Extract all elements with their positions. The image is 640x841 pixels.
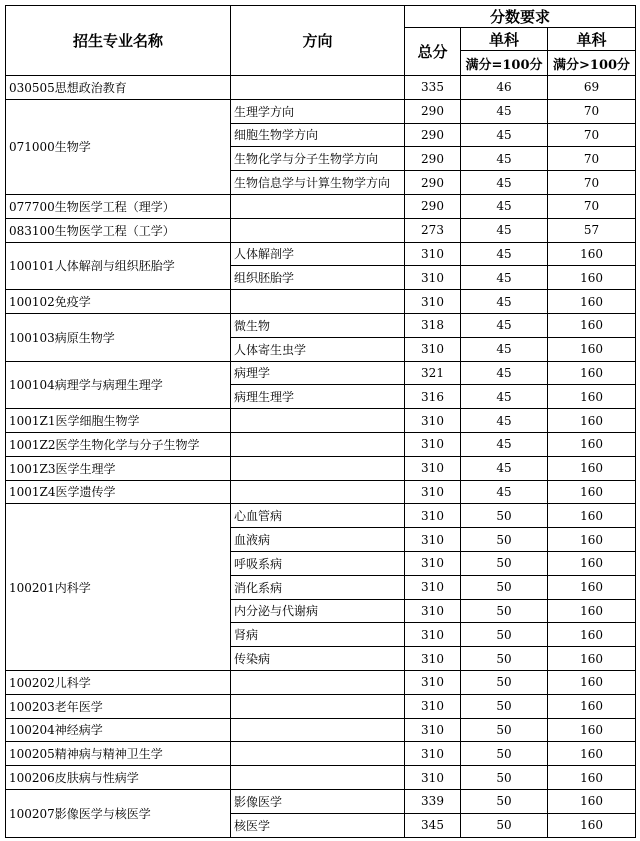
table-row [6, 432, 636, 456]
major-cell: 100204神经病学 [6, 718, 231, 742]
single-subject-100-cell: 50 [461, 504, 548, 528]
direction-cell: 病理学 [231, 361, 405, 385]
table-row [6, 290, 636, 314]
major-cell: 083100生物医学工程（工学） [6, 218, 231, 242]
table-row [6, 76, 636, 100]
single-subject-over-100-cell: 160 [548, 313, 636, 337]
single-subject-over-100-cell: 160 [548, 290, 636, 314]
single-subject-100-cell: 45 [461, 361, 548, 385]
direction-cell: 影像医学 [231, 789, 405, 813]
direction-cell: 肾病 [231, 623, 405, 647]
major-cell: 100205精神病与精神卫生学 [6, 742, 231, 766]
total-score-cell: 335 [405, 76, 461, 100]
direction-cell: 血液病 [231, 528, 405, 552]
header-major: 招生专业名称 [6, 6, 231, 76]
single-subject-over-100-cell: 160 [548, 766, 636, 790]
single-subject-100-cell: 50 [461, 670, 548, 694]
single-subject-over-100-cell: 160 [548, 647, 636, 671]
major-cell: 077700生物医学工程（理学） [6, 194, 231, 218]
direction-cell: 微生物 [231, 313, 405, 337]
direction-cell: 生理学方向 [231, 99, 405, 123]
major-cell: 1001Z1医学细胞生物学 [6, 409, 231, 433]
total-score-cell: 310 [405, 480, 461, 504]
table-row [6, 742, 636, 766]
single-subject-100-cell: 50 [461, 551, 548, 575]
table-row [6, 694, 636, 718]
major-cell: 100206皮肤病与性病学 [6, 766, 231, 790]
total-score-cell: 339 [405, 789, 461, 813]
direction-cell: 人体解剖学 [231, 242, 405, 266]
direction-cell [231, 409, 405, 433]
single-subject-over-100-cell: 160 [548, 337, 636, 361]
direction-cell: 传染病 [231, 647, 405, 671]
total-score-cell: 310 [405, 718, 461, 742]
header-full-score-100: 满分=100分 [461, 51, 548, 76]
major-cell: 100104病理学与病理生理学 [6, 361, 231, 409]
major-cell: 071000生物学 [6, 99, 231, 194]
direction-cell [231, 432, 405, 456]
total-score-cell: 310 [405, 575, 461, 599]
single-subject-100-cell: 45 [461, 337, 548, 361]
major-cell: 100103病原生物学 [6, 313, 231, 361]
total-score-cell: 290 [405, 194, 461, 218]
single-subject-over-100-cell: 160 [548, 409, 636, 433]
total-score-cell: 321 [405, 361, 461, 385]
single-subject-100-cell: 50 [461, 718, 548, 742]
total-score-cell: 310 [405, 266, 461, 290]
direction-cell [231, 480, 405, 504]
total-score-cell: 310 [405, 290, 461, 314]
header-single-subject-over-100: 单科 [548, 28, 636, 51]
direction-cell: 生物信息学与计算生物学方向 [231, 171, 405, 195]
table-row [6, 99, 636, 123]
single-subject-100-cell: 50 [461, 528, 548, 552]
total-score-cell: 318 [405, 313, 461, 337]
single-subject-100-cell: 45 [461, 99, 548, 123]
single-subject-100-cell: 45 [461, 290, 548, 314]
total-score-cell: 310 [405, 337, 461, 361]
table-row [6, 789, 636, 813]
single-subject-over-100-cell: 70 [548, 171, 636, 195]
direction-cell: 细胞生物学方向 [231, 123, 405, 147]
table-row [6, 218, 636, 242]
major-cell: 1001Z4医学遗传学 [6, 480, 231, 504]
table-row [6, 766, 636, 790]
total-score-cell: 290 [405, 147, 461, 171]
total-score-cell: 290 [405, 171, 461, 195]
total-score-cell: 310 [405, 599, 461, 623]
total-score-cell: 310 [405, 504, 461, 528]
direction-cell [231, 670, 405, 694]
direction-cell: 消化系病 [231, 575, 405, 599]
table-row [6, 456, 636, 480]
total-score-cell: 345 [405, 813, 461, 837]
single-subject-100-cell: 50 [461, 599, 548, 623]
table-row [6, 718, 636, 742]
single-subject-100-cell: 45 [461, 194, 548, 218]
total-score-cell: 310 [405, 766, 461, 790]
single-subject-100-cell: 50 [461, 766, 548, 790]
total-score-cell: 310 [405, 528, 461, 552]
single-subject-100-cell: 45 [461, 313, 548, 337]
direction-cell: 核医学 [231, 813, 405, 837]
header-single-subject-100: 单科 [461, 28, 548, 51]
single-subject-100-cell: 50 [461, 789, 548, 813]
total-score-cell: 316 [405, 385, 461, 409]
total-score-cell: 290 [405, 99, 461, 123]
single-subject-over-100-cell: 160 [548, 242, 636, 266]
direction-cell [231, 742, 405, 766]
single-subject-100-cell: 45 [461, 123, 548, 147]
single-subject-100-cell: 45 [461, 171, 548, 195]
single-subject-over-100-cell: 160 [548, 670, 636, 694]
single-subject-over-100-cell: 160 [548, 504, 636, 528]
single-subject-100-cell: 45 [461, 456, 548, 480]
direction-cell [231, 218, 405, 242]
single-subject-over-100-cell: 160 [548, 623, 636, 647]
direction-cell [231, 194, 405, 218]
single-subject-100-cell: 45 [461, 409, 548, 433]
major-cell: 030505思想政治教育 [6, 76, 231, 100]
single-subject-over-100-cell: 160 [548, 551, 636, 575]
single-subject-100-cell: 50 [461, 694, 548, 718]
table-row [6, 409, 636, 433]
direction-cell [231, 290, 405, 314]
total-score-cell: 310 [405, 647, 461, 671]
total-score-cell: 310 [405, 742, 461, 766]
total-score-cell: 310 [405, 456, 461, 480]
single-subject-over-100-cell: 70 [548, 123, 636, 147]
single-subject-100-cell: 45 [461, 218, 548, 242]
single-subject-100-cell: 45 [461, 480, 548, 504]
table-row [6, 480, 636, 504]
direction-cell: 人体寄生虫学 [231, 337, 405, 361]
single-subject-100-cell: 50 [461, 813, 548, 837]
total-score-cell: 310 [405, 670, 461, 694]
single-subject-100-cell: 45 [461, 147, 548, 171]
single-subject-100-cell: 45 [461, 432, 548, 456]
table-row [6, 313, 636, 337]
single-subject-over-100-cell: 160 [548, 480, 636, 504]
header-total: 总分 [405, 28, 461, 76]
single-subject-over-100-cell: 160 [548, 361, 636, 385]
single-subject-over-100-cell: 160 [548, 599, 636, 623]
major-cell: 100101人体解剖与组织胚胎学 [6, 242, 231, 290]
single-subject-100-cell: 50 [461, 575, 548, 599]
single-subject-100-cell: 45 [461, 266, 548, 290]
direction-cell [231, 76, 405, 100]
total-score-cell: 290 [405, 123, 461, 147]
single-subject-100-cell: 45 [461, 385, 548, 409]
major-cell: 100203老年医学 [6, 694, 231, 718]
single-subject-over-100-cell: 160 [548, 694, 636, 718]
direction-cell [231, 766, 405, 790]
single-subject-100-cell: 50 [461, 742, 548, 766]
table-row [6, 361, 636, 385]
single-subject-100-cell: 50 [461, 647, 548, 671]
single-subject-100-cell: 45 [461, 242, 548, 266]
direction-cell [231, 718, 405, 742]
single-subject-over-100-cell: 70 [548, 147, 636, 171]
table-body [6, 76, 636, 838]
single-subject-over-100-cell: 57 [548, 218, 636, 242]
single-subject-over-100-cell: 70 [548, 194, 636, 218]
total-score-cell: 273 [405, 218, 461, 242]
major-cell: 1001Z3医学生理学 [6, 456, 231, 480]
direction-cell: 病理生理学 [231, 385, 405, 409]
table-row [6, 670, 636, 694]
single-subject-over-100-cell: 160 [548, 432, 636, 456]
single-subject-over-100-cell: 160 [548, 575, 636, 599]
direction-cell [231, 694, 405, 718]
direction-cell [231, 456, 405, 480]
single-subject-over-100-cell: 160 [548, 718, 636, 742]
single-subject-over-100-cell: 160 [548, 456, 636, 480]
single-subject-over-100-cell: 160 [548, 813, 636, 837]
total-score-cell: 310 [405, 623, 461, 647]
single-subject-over-100-cell: 69 [548, 76, 636, 100]
header-direction: 方向 [231, 6, 405, 76]
major-cell: 100102免疫学 [6, 290, 231, 314]
single-subject-over-100-cell: 160 [548, 528, 636, 552]
single-subject-100-cell: 46 [461, 76, 548, 100]
single-subject-over-100-cell: 70 [548, 99, 636, 123]
direction-cell: 心血管病 [231, 504, 405, 528]
major-cell: 1001Z2医学生物化学与分子生物学 [6, 432, 231, 456]
major-cell: 100202儿科学 [6, 670, 231, 694]
direction-cell: 组织胚胎学 [231, 266, 405, 290]
single-subject-over-100-cell: 160 [548, 266, 636, 290]
total-score-cell: 310 [405, 432, 461, 456]
single-subject-100-cell: 50 [461, 623, 548, 647]
table-row [6, 194, 636, 218]
total-score-cell: 310 [405, 551, 461, 575]
table-row [6, 242, 636, 266]
single-subject-over-100-cell: 160 [548, 742, 636, 766]
major-cell: 100201内科学 [6, 504, 231, 671]
direction-cell: 呼吸系病 [231, 551, 405, 575]
total-score-cell: 310 [405, 694, 461, 718]
score-requirements-table [5, 5, 636, 838]
header-full-score-over-100: 满分>100分 [548, 51, 636, 76]
score-table-container [5, 5, 636, 838]
total-score-cell: 310 [405, 242, 461, 266]
direction-cell: 内分泌与代谢病 [231, 599, 405, 623]
direction-cell: 生物化学与分子生物学方向 [231, 147, 405, 171]
major-cell: 100207影像医学与核医学 [6, 789, 231, 837]
header-score-requirements: 分数要求 [405, 6, 636, 28]
table-row [6, 504, 636, 528]
single-subject-over-100-cell: 160 [548, 789, 636, 813]
single-subject-over-100-cell: 160 [548, 385, 636, 409]
total-score-cell: 310 [405, 409, 461, 433]
